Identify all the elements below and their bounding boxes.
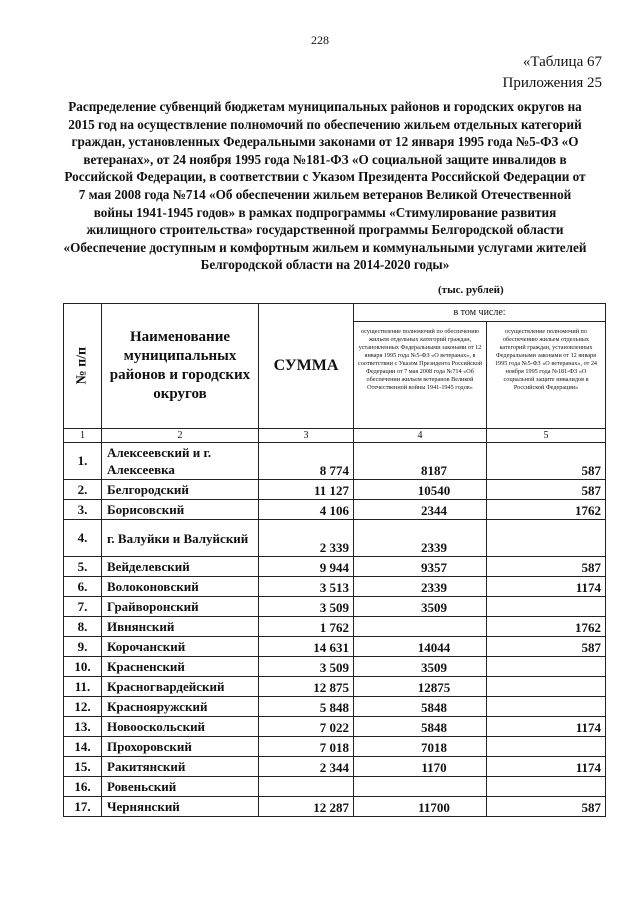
- row-number: 8.: [64, 617, 102, 637]
- subvention-table: [63, 303, 606, 817]
- table-reference: [503, 52, 603, 94]
- row-amount-2: 587: [487, 480, 606, 500]
- row-sum: 5 848: [259, 697, 354, 717]
- row-name: Грайворонский: [102, 597, 259, 617]
- row-number: 11.: [64, 677, 102, 697]
- row-amount-2: [487, 777, 606, 797]
- row-number: 7.: [64, 597, 102, 617]
- row-number: 2.: [64, 480, 102, 500]
- table-row: [64, 697, 606, 717]
- col-number: 2: [102, 429, 259, 443]
- row-amount-2: 587: [487, 443, 606, 480]
- row-amount-1: 3509: [354, 657, 487, 677]
- header-sub2: осуществление полномочий по обеспечению жильем отдельных категорий граждан, установленных Федеральными законами от 12 января 1995 года №5-ФЗ «О ветеранах», от 24 ноября 1995 года №181-ФЗ «О социальной защите инвалидов в Российской Федерации»: [487, 322, 606, 429]
- table-reference-line1: «Таблица 67: [522, 54, 602, 70]
- row-number: 13.: [64, 717, 102, 737]
- row-sum: 4 106: [259, 500, 354, 520]
- row-name: Белгородский: [102, 480, 259, 500]
- row-amount-2: 587: [487, 637, 606, 657]
- row-name: Красненский: [102, 657, 259, 677]
- table-row: [64, 520, 606, 557]
- table-row: [64, 777, 606, 797]
- col-number: 3: [259, 429, 354, 443]
- row-number: 9.: [64, 637, 102, 657]
- document-title: Распределение субвенций бюджетам муниципальных районов и городских округов на 2015 год на осуществление полномочий по обеспечению жильем отдельных категорий граждан, установленных Федеральными законами от 12 января 1995 года №5-ФЗ «О ветеранах», от 24 ноября 1995 года №181-ФЗ «О социальной защите инвалидов в Российской Федерации, в соответствии с Указом Президента Российской Федерации от 7 мая 2008 года №714 «Об обеспечении жильем ветеранов Великой Отечественной войны 1941-1945 годов» в рамках подпрограммы «Стимулирование развития жилищного строительства» государственной программы Белгородской области «Обеспечение доступным и комфортным жильем и коммунальными услугами жителей Белгородской области на 2014-2020 годы»: [63, 99, 587, 273]
- row-amount-2: [487, 677, 606, 697]
- row-amount-2: 587: [487, 557, 606, 577]
- row-amount-1: 2344: [354, 500, 487, 520]
- row-amount-2: [487, 737, 606, 757]
- row-name: Краснояружский: [102, 697, 259, 717]
- row-amount-2: [487, 657, 606, 677]
- row-amount-1: 3509: [354, 597, 487, 617]
- header-num-cell: [64, 304, 102, 429]
- row-amount-1: 2339: [354, 520, 487, 557]
- row-amount-2: [487, 697, 606, 717]
- row-name: Ивнянский: [102, 617, 259, 637]
- row-number: 1.: [64, 443, 102, 480]
- row-number: 14.: [64, 737, 102, 757]
- table-row: [64, 757, 606, 777]
- row-name: Вейделевский: [102, 557, 259, 577]
- row-amount-1: [354, 777, 487, 797]
- unit-label: (тыс. рублей): [438, 284, 504, 296]
- row-name: Ракитянский: [102, 757, 259, 777]
- table-row: [64, 737, 606, 757]
- row-name: Борисовский: [102, 500, 259, 520]
- row-name: Алексеевский и г. Алексеевка: [102, 443, 259, 480]
- header-num: № п/п: [74, 346, 90, 385]
- row-sum: 7 022: [259, 717, 354, 737]
- table-row: [64, 677, 606, 697]
- row-amount-2: 1174: [487, 757, 606, 777]
- table-row: [64, 500, 606, 520]
- row-sum: 12 287: [259, 797, 354, 817]
- row-amount-1: 7018: [354, 737, 487, 757]
- row-number: 15.: [64, 757, 102, 777]
- row-number: 17.: [64, 797, 102, 817]
- row-sum: 8 774: [259, 443, 354, 480]
- col-number: 1: [64, 429, 102, 443]
- table-row: [64, 597, 606, 617]
- row-number: 16.: [64, 777, 102, 797]
- table-body: [64, 443, 606, 817]
- row-amount-1: 5848: [354, 697, 487, 717]
- column-numbers-row: [64, 429, 606, 443]
- row-name: Новооскольский: [102, 717, 259, 737]
- col-number: 5: [487, 429, 606, 443]
- table-row: [64, 717, 606, 737]
- table-row: [64, 443, 606, 480]
- page-number: 228: [311, 33, 329, 47]
- row-amount-1: 9357: [354, 557, 487, 577]
- table-row: [64, 557, 606, 577]
- row-sum: 12 875: [259, 677, 354, 697]
- header-name: Наименование муниципальных районов и городских округов: [102, 304, 259, 429]
- row-amount-1: 10540: [354, 480, 487, 500]
- row-amount-2: 587: [487, 797, 606, 817]
- table-row: [64, 637, 606, 657]
- table-row: [64, 617, 606, 637]
- table-row: [64, 657, 606, 677]
- row-sum: 2 344: [259, 757, 354, 777]
- row-name: Чернянский: [102, 797, 259, 817]
- col-number: 4: [354, 429, 487, 443]
- row-amount-1: 2339: [354, 577, 487, 597]
- table-row: [64, 797, 606, 817]
- row-number: 5.: [64, 557, 102, 577]
- row-sum: [259, 777, 354, 797]
- row-amount-1: [354, 617, 487, 637]
- row-sum: 2 339: [259, 520, 354, 557]
- header-sub1: осуществление полномочий по обеспечению жильем отдельных категорий граждан, установленных Федеральными законами от 12 января 1995 года №5-ФЗ «О ветеранах», в соответствии с Указом Президента Российской Федерации от 7 мая 2008 года №714 «Об обеспечении жильем ветеранов Великой Отечественной войны 1941-1945 годов»: [354, 322, 487, 429]
- row-amount-2: 1762: [487, 617, 606, 637]
- header-including: в том числе:: [354, 304, 606, 322]
- row-name: Красногвардейский: [102, 677, 259, 697]
- table-reference-line2: Приложения 25: [502, 75, 602, 91]
- row-amount-1: 1170: [354, 757, 487, 777]
- row-amount-2: [487, 520, 606, 557]
- row-amount-1: 11700: [354, 797, 487, 817]
- row-number: 4.: [64, 520, 102, 557]
- row-sum: 9 944: [259, 557, 354, 577]
- row-name: Волоконовский: [102, 577, 259, 597]
- row-sum: 11 127: [259, 480, 354, 500]
- row-name: Прохоровский: [102, 737, 259, 757]
- row-amount-2: [487, 597, 606, 617]
- row-name: г. Валуйки и Валуйский: [102, 520, 259, 557]
- row-number: 3.: [64, 500, 102, 520]
- row-sum: 3 513: [259, 577, 354, 597]
- row-amount-1: 14044: [354, 637, 487, 657]
- header-sum: СУММА: [259, 304, 354, 429]
- row-number: 10.: [64, 657, 102, 677]
- row-name: Корочанский: [102, 637, 259, 657]
- row-sum: 1 762: [259, 617, 354, 637]
- table-row: [64, 480, 606, 500]
- row-number: 6.: [64, 577, 102, 597]
- row-number: 12.: [64, 697, 102, 717]
- row-name: Ровеньский: [102, 777, 259, 797]
- row-sum: 3 509: [259, 597, 354, 617]
- row-amount-1: 8187: [354, 443, 487, 480]
- row-amount-2: 1174: [487, 577, 606, 597]
- row-amount-2: 1174: [487, 717, 606, 737]
- header-row-1: [64, 304, 606, 322]
- row-amount-2: 1762: [487, 500, 606, 520]
- table-row: [64, 577, 606, 597]
- row-amount-1: 12875: [354, 677, 487, 697]
- row-amount-1: 5848: [354, 717, 487, 737]
- row-sum: 7 018: [259, 737, 354, 757]
- row-sum: 3 509: [259, 657, 354, 677]
- row-sum: 14 631: [259, 637, 354, 657]
